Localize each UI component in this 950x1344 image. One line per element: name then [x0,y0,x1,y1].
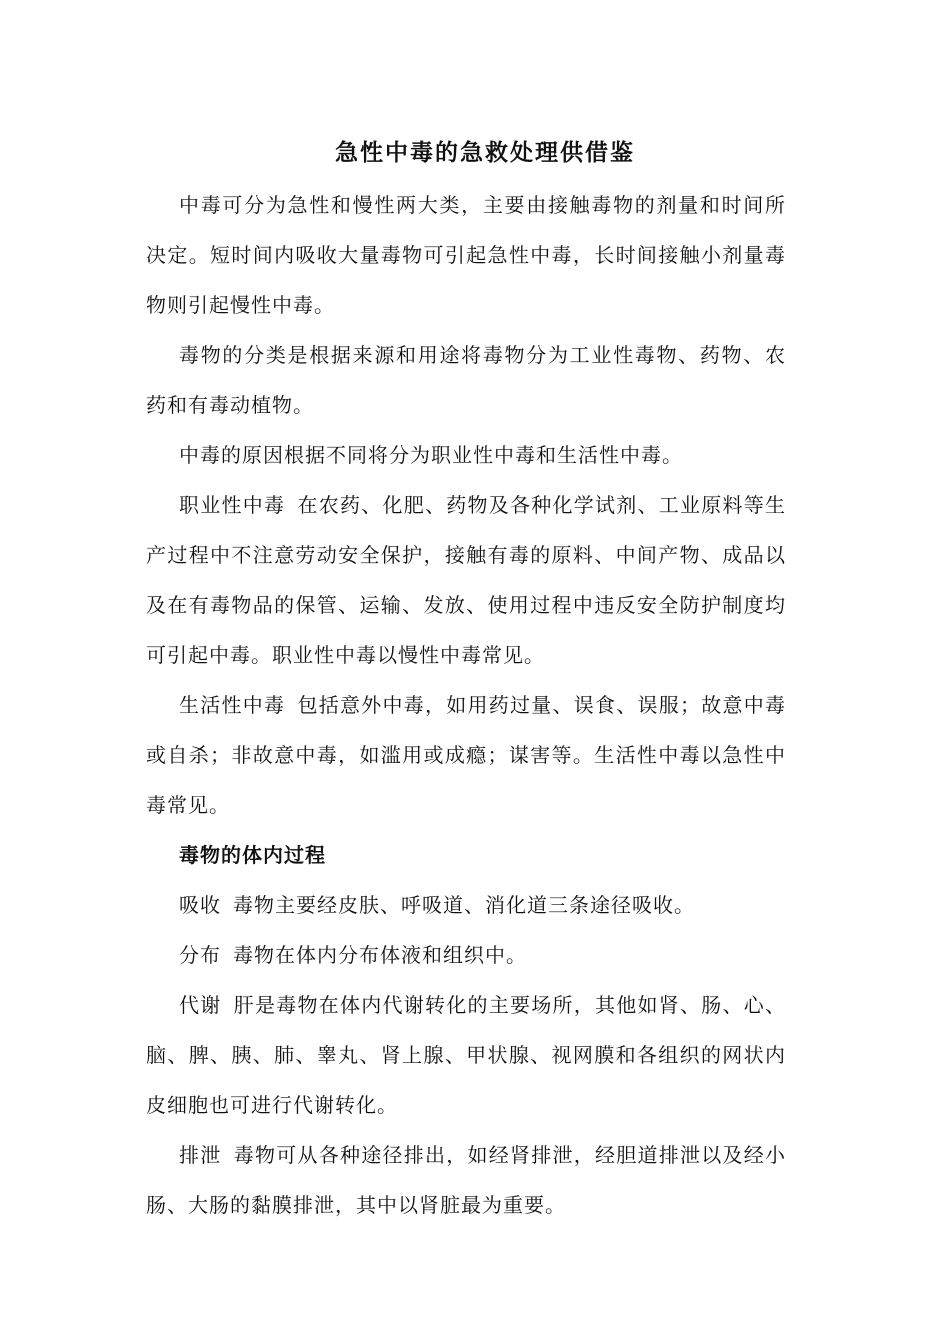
paragraph-excretion-label: 排泄 [179,1143,222,1167]
paragraph-excretion-text: 毒物可从各种途径排出，如经肾排泄，经胆道排泄以及经小肠、大肠的黏膜排泄，其中以肾脏最为重要。 [146,1143,786,1217]
paragraph-daily-life-text: 包括意外中毒，如用药过量、误食、误服；故意中毒或自杀；非故意中毒，如滥用或成瘾；谋害等。生活性中毒以急性中毒常见。 [146,693,786,817]
paragraph-occupational [146,480,786,680]
paragraph-daily-life-label: 生活性中毒 [179,693,286,717]
paragraph-causes-text: 中毒的原因根据不同将分为职业性中毒和生活性中毒。 [179,443,683,467]
section-heading: 毒物的体内过程 [179,843,326,867]
paragraph-occupational-label: 职业性中毒 [179,493,286,517]
paragraph-intro [146,180,786,330]
paragraph-classification-text: 毒物的分类是根据来源和用途将毒物分为工业性毒物、药物、农药和有毒动植物。 [146,343,786,417]
paragraph-metabolism [146,980,786,1130]
paragraph-absorption-text: 毒物主要经皮肤、呼吸道、消化道三条途径吸收。 [233,893,695,917]
paragraph-intro-text: 中毒可分为急性和慢性两大类，主要由接触毒物的剂量和时间所决定。短时间内吸收大量毒物可引起急性中毒，长时间接触小剂量毒物则引起慢性中毒。 [146,193,786,317]
paragraph-absorption [146,880,786,930]
paragraph-distribution-text: 毒物在体内分布体液和组织中。 [233,943,527,967]
paragraph-distribution-label: 分布 [179,943,221,967]
paragraph-classification [146,330,786,430]
document-body [146,180,786,1230]
paragraph-metabolism-label: 代谢 [179,993,222,1017]
paragraph-metabolism-text: 肝是毒物在体内代谢转化的主要场所，其他如肾、肠、心、脑、脾、胰、肺、睾丸、肾上腺、甲状腺、视网膜和各组织的网状内皮细胞也可进行代谢转化。 [146,993,786,1117]
paragraph-occupational-text: 在农药、化肥、药物及各种化学试剂、工业原料等生产过程中不注意劳动安全保护，接触有毒的原料、中间产物、成品以及在有毒物品的保管、运输、发放、使用过程中违反安全防护制度均可引起中毒。职业性中毒以慢性中毒常见。 [146,493,786,667]
paragraph-absorption-label: 吸收 [179,893,221,917]
paragraph-excretion [146,1130,786,1230]
paragraph-daily-life [146,680,786,830]
paragraph-distribution [146,930,786,980]
paragraph-causes [146,430,786,480]
document-title: 急性中毒的急救处理供借鉴 [335,139,635,166]
